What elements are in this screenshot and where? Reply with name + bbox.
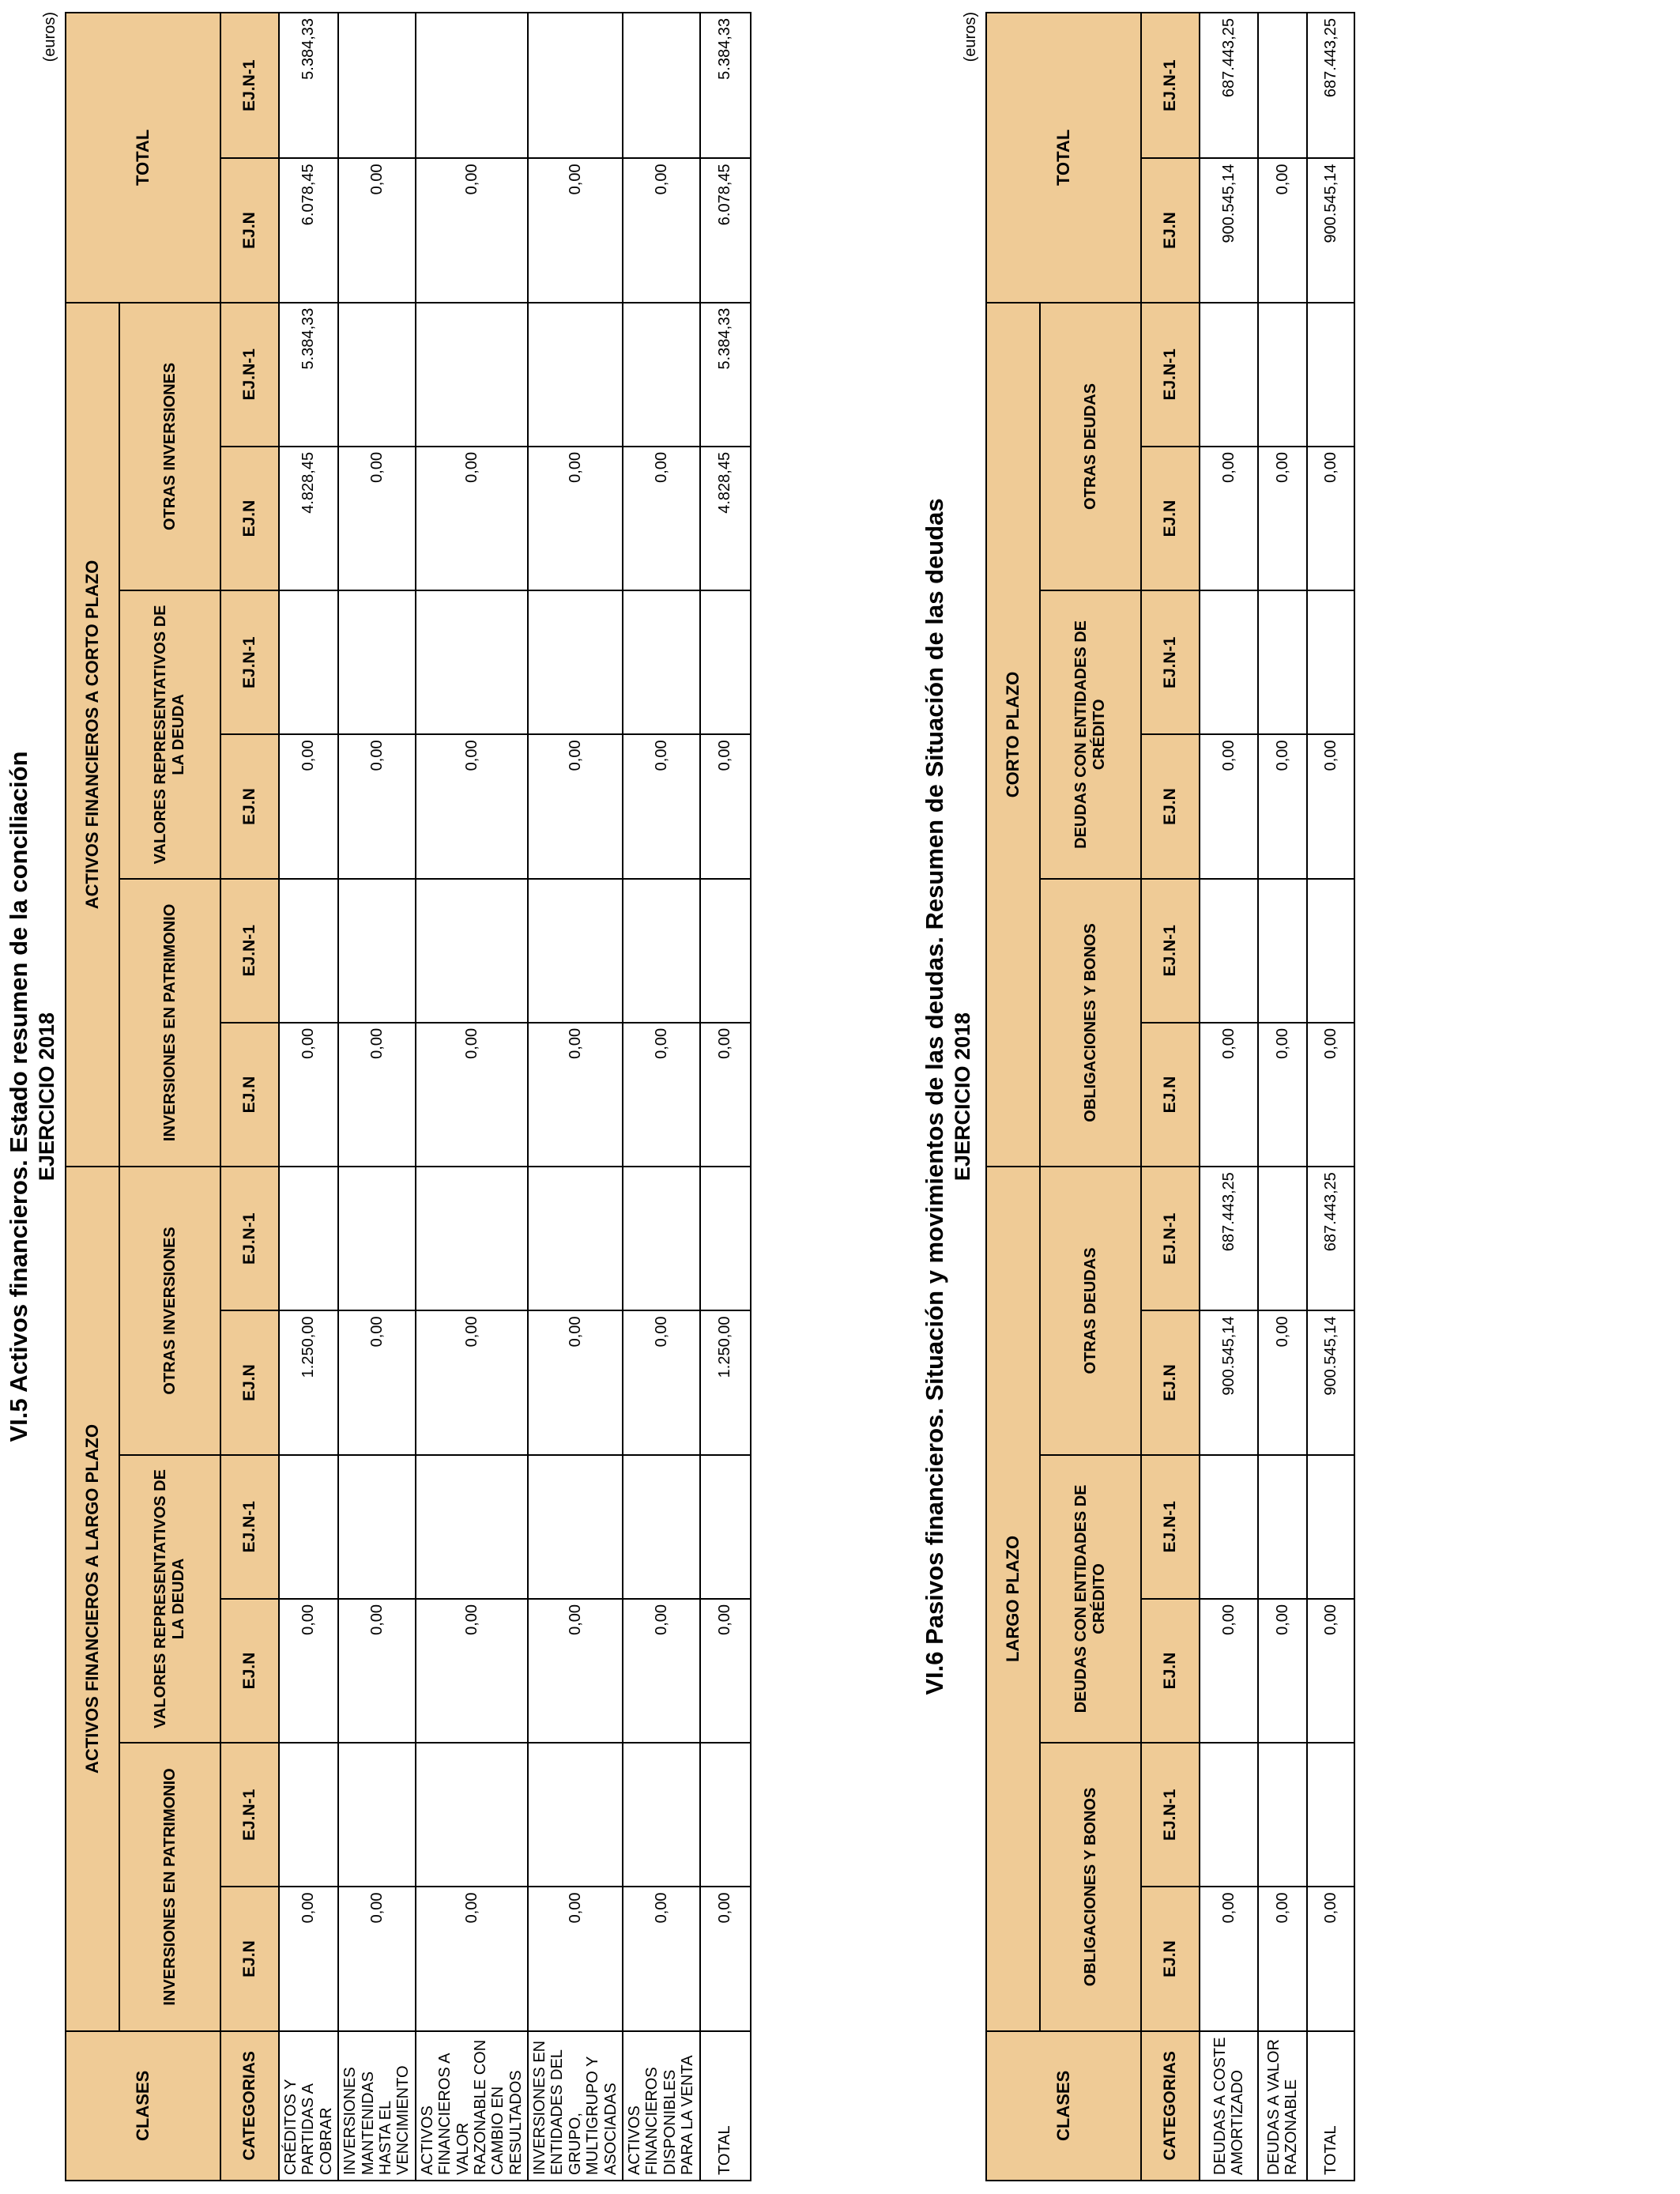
row-value: 687.443,25 xyxy=(1200,1167,1258,1310)
pasivos-header-ejn1: EJ.N-1 xyxy=(1141,1743,1200,1887)
row-category: INVERSIONES MANTENIDAS HASTA EL VENCIMIENTO xyxy=(338,2031,416,2181)
activos-header-lp-otras: OTRAS INVERSIONES xyxy=(119,1167,220,1455)
row-value: 0,00 xyxy=(623,1599,700,1743)
row-value: 0,00 xyxy=(1200,1023,1258,1167)
row-value xyxy=(1307,303,1354,447)
row-value xyxy=(1307,879,1354,1023)
row-value: 0,00 xyxy=(416,1310,528,1454)
row-value xyxy=(1258,590,1307,734)
row-value xyxy=(528,1167,623,1310)
pasivos-subtitle: EJERCICIO 2018 xyxy=(951,1012,974,1182)
pasivos-table xyxy=(985,12,1355,2181)
row-value: 0,00 xyxy=(279,1887,338,2030)
row-value xyxy=(416,1455,528,1599)
row-value: 0,00 xyxy=(1307,1887,1354,2030)
table-row xyxy=(1258,13,1307,2181)
row-value: 687.443,25 xyxy=(1307,13,1354,158)
row-value xyxy=(338,1743,416,1887)
pasivos-header-ejn1: EJ.N-1 xyxy=(1141,1455,1200,1599)
row-value: 900.545,14 xyxy=(1307,1310,1354,1454)
table-row xyxy=(528,13,623,2181)
row-value xyxy=(528,303,623,447)
row-value xyxy=(1307,590,1354,734)
row-value xyxy=(528,13,623,158)
row-value: 0,00 xyxy=(1307,1023,1354,1167)
row-value xyxy=(416,590,528,734)
row-category: INVERSIONES EN ENTIDADES DEL GRUPO, MULTIGRUPO Y ASOCIADAS xyxy=(528,2031,623,2181)
row-category: TOTAL xyxy=(700,2031,751,2181)
activos-header-ejn1: EJ.N-1 xyxy=(220,1167,279,1310)
pasivos-header-ejn: EJ.N xyxy=(1141,1599,1200,1743)
table-row xyxy=(279,13,338,2181)
pasivos-header-cp-deudas-credito: DEUDAS CON ENTIDADES DE CRÉDITO xyxy=(1040,590,1141,879)
row-value: 5.384,33 xyxy=(700,303,751,447)
row-value: 0,00 xyxy=(623,1023,700,1167)
row-value xyxy=(700,1743,751,1887)
row-value xyxy=(700,1455,751,1599)
row-value: 0,00 xyxy=(1258,1599,1307,1743)
row-value xyxy=(416,13,528,158)
activos-financieros-section xyxy=(0,12,734,2181)
pasivos-header-clases: CLASES xyxy=(986,2031,1141,2181)
row-value: 0,00 xyxy=(338,447,416,590)
activos-header-ejn1: EJ.N-1 xyxy=(220,879,279,1023)
pasivos-header-ejn1: EJ.N-1 xyxy=(1141,879,1200,1023)
activos-header-ejn: EJ.N xyxy=(220,1310,279,1454)
pasivos-header-largo-plazo: LARGO PLAZO xyxy=(986,1167,1040,2031)
row-value xyxy=(338,1167,416,1310)
activos-header-cp-valores: VALORES REPRESENTATIVOS DE LA DEUDA xyxy=(119,590,220,879)
row-value xyxy=(1200,1455,1258,1599)
row-value: 0,00 xyxy=(1307,734,1354,878)
pasivos-header-ejn1: EJ.N-1 xyxy=(1141,1167,1200,1310)
row-value xyxy=(416,1167,528,1310)
pasivos-header-lp-deudas-credito: DEUDAS CON ENTIDADES DE CRÉDITO xyxy=(1040,1455,1141,1744)
row-value xyxy=(338,13,416,158)
row-category: CRÉDITOS Y PARTIDAS A COBRAR xyxy=(279,2031,338,2181)
row-value: 4.828,45 xyxy=(700,447,751,590)
row-value: 0,00 xyxy=(338,1310,416,1454)
row-value: 0,00 xyxy=(338,734,416,878)
row-value: 0,00 xyxy=(338,1023,416,1167)
row-value xyxy=(1258,1455,1307,1599)
activos-table-body xyxy=(279,13,751,2181)
row-value: 0,00 xyxy=(1307,1599,1354,1743)
row-category: ACTIVOS FINANCIEROS A VALOR RAZONABLE CON CAMBIO EN RESULTADOS xyxy=(416,2031,528,2181)
row-value xyxy=(1258,13,1307,158)
activos-header-lp-patrimonio: INVERSIONES EN PATRIMONIO xyxy=(119,1743,220,2031)
row-value: 0,00 xyxy=(1258,1310,1307,1454)
row-value xyxy=(623,1743,700,1887)
row-value: 687.443,25 xyxy=(1307,1167,1354,1310)
row-value: 0,00 xyxy=(700,1887,751,2030)
row-value: 5.384,33 xyxy=(279,13,338,158)
pasivos-header-total: TOTAL xyxy=(986,13,1141,303)
pasivos-header-ejn: EJ.N xyxy=(1141,447,1200,590)
pasivos-financieros-section xyxy=(921,12,1680,2181)
row-value xyxy=(528,1455,623,1599)
row-value: 0,00 xyxy=(623,1887,700,2030)
row-value xyxy=(338,590,416,734)
row-value xyxy=(1200,879,1258,1023)
pasivos-header-ejn: EJ.N xyxy=(1141,1887,1200,2030)
row-value xyxy=(623,1455,700,1599)
row-value: 0,00 xyxy=(528,1599,623,1743)
row-value xyxy=(1258,1167,1307,1310)
activos-units: (euros) xyxy=(41,12,58,62)
activos-header-lp-valores: VALORES REPRESENTATIVOS DE LA DEUDA xyxy=(119,1455,220,1744)
row-value: 0,00 xyxy=(1200,1887,1258,2030)
row-value: 4.828,45 xyxy=(279,447,338,590)
row-value: 0,00 xyxy=(416,1023,528,1167)
activos-table xyxy=(65,12,751,2181)
activos-header-clases: CLASES xyxy=(66,2031,220,2181)
row-value xyxy=(416,303,528,447)
activos-header-ejn: EJ.N xyxy=(220,158,279,302)
pasivos-title: VI.6 Pasivos financieros. Situación y movimientos de las deudas. Resumen de Situación de las deudas xyxy=(921,498,948,1695)
row-value: 5.384,33 xyxy=(279,303,338,447)
activos-header-ejn1: EJ.N-1 xyxy=(220,1743,279,1887)
row-value: 0,00 xyxy=(1200,447,1258,590)
row-value xyxy=(1258,1743,1307,1887)
row-value: 0,00 xyxy=(1258,1023,1307,1167)
pasivos-units: (euros) xyxy=(962,12,979,62)
row-value: 0,00 xyxy=(416,734,528,878)
pasivos-header-ejn: EJ.N xyxy=(1141,734,1200,878)
row-category: DEUDAS A VALOR RAZONABLE xyxy=(1258,2031,1307,2181)
row-value xyxy=(623,303,700,447)
row-value: 0,00 xyxy=(416,447,528,590)
row-value xyxy=(528,590,623,734)
row-category: DEUDAS A COSTE AMORTIZADO xyxy=(1200,2031,1258,2181)
row-value xyxy=(279,1167,338,1310)
row-value: 0,00 xyxy=(528,1310,623,1454)
pasivos-header-lp-obligaciones: OBLIGACIONES Y BONOS xyxy=(1040,1743,1141,2031)
pasivos-header-ejn: EJ.N xyxy=(1141,1023,1200,1167)
row-value xyxy=(416,879,528,1023)
row-value: 1.250,00 xyxy=(700,1310,751,1454)
row-value xyxy=(338,1455,416,1599)
table-row xyxy=(1307,13,1354,2181)
row-value xyxy=(279,1743,338,1887)
row-value xyxy=(1200,590,1258,734)
row-value xyxy=(700,1167,751,1310)
pasivos-header-ejn: EJ.N xyxy=(1141,1310,1200,1454)
row-value xyxy=(279,879,338,1023)
activos-header-total: TOTAL xyxy=(66,13,220,303)
row-value xyxy=(1307,1455,1354,1599)
row-value: 900.545,14 xyxy=(1200,1310,1258,1454)
row-value xyxy=(1258,879,1307,1023)
activos-header-ejn: EJ.N xyxy=(220,1023,279,1167)
pasivos-header-categorias: CATEGORIAS xyxy=(1141,2031,1200,2181)
row-value xyxy=(279,1455,338,1599)
row-value: 0,00 xyxy=(528,158,623,302)
row-value: 0,00 xyxy=(279,1599,338,1743)
row-value: 0,00 xyxy=(528,734,623,878)
row-value: 0,00 xyxy=(338,158,416,302)
row-value: 0,00 xyxy=(416,1599,528,1743)
row-value: 0,00 xyxy=(1258,734,1307,878)
row-value: 6.078,45 xyxy=(700,158,751,302)
pasivos-header-ejn1: EJ.N-1 xyxy=(1141,303,1200,447)
row-value xyxy=(623,879,700,1023)
row-value xyxy=(700,590,751,734)
activos-header-ejn: EJ.N xyxy=(220,734,279,878)
row-value: 0,00 xyxy=(279,734,338,878)
activos-header-ejn1: EJ.N-1 xyxy=(220,303,279,447)
pasivos-header-ejn1: EJ.N-1 xyxy=(1141,590,1200,734)
row-value xyxy=(623,1167,700,1310)
table-row xyxy=(1200,13,1258,2181)
row-value: 0,00 xyxy=(338,1887,416,2030)
activos-header-corto-plazo: ACTIVOS FINANCIEROS A CORTO PLAZO xyxy=(66,303,119,1167)
row-value xyxy=(1200,303,1258,447)
activos-subtitle: EJERCICIO 2018 xyxy=(35,1012,58,1182)
row-value: 687.443,25 xyxy=(1200,13,1258,158)
row-value: 0,00 xyxy=(623,734,700,878)
row-value xyxy=(279,590,338,734)
row-category: TOTAL xyxy=(1307,2031,1354,2181)
activos-header-ejn: EJ.N xyxy=(220,447,279,590)
row-value: 5.384,33 xyxy=(700,13,751,158)
row-value: 0,00 xyxy=(338,1599,416,1743)
row-value: 0,00 xyxy=(700,1023,751,1167)
row-value xyxy=(623,590,700,734)
row-value: 0,00 xyxy=(1258,158,1307,302)
row-value xyxy=(528,879,623,1023)
row-value: 0,00 xyxy=(1200,1599,1258,1743)
pasivos-header-ejn: EJ.N xyxy=(1141,158,1200,302)
row-value: 0,00 xyxy=(700,1599,751,1743)
row-value: 900.545,14 xyxy=(1200,158,1258,302)
row-value xyxy=(1307,1743,1354,1887)
row-value xyxy=(1200,1743,1258,1887)
row-value: 0,00 xyxy=(623,447,700,590)
table-row xyxy=(416,13,528,2181)
activos-header-cp-patrimonio: INVERSIONES EN PATRIMONIO xyxy=(119,879,220,1167)
activos-header-categorias: CATEGORIAS xyxy=(220,2031,279,2181)
pasivos-header-cp-otras: OTRAS DEUDAS xyxy=(1040,303,1141,591)
activos-header-ejn1: EJ.N-1 xyxy=(220,1455,279,1599)
activos-header-ejn: EJ.N xyxy=(220,1887,279,2030)
activos-header-cp-otras: OTRAS INVERSIONES xyxy=(119,303,220,591)
activos-header-ejn: EJ.N xyxy=(220,1599,279,1743)
row-value: 0,00 xyxy=(1258,447,1307,590)
row-value: 0,00 xyxy=(623,1310,700,1454)
row-value: 0,00 xyxy=(416,1887,528,2030)
row-value xyxy=(623,13,700,158)
pasivos-header-ejn1: EJ.N-1 xyxy=(1141,13,1200,158)
table-row xyxy=(700,13,751,2181)
activos-header-ejn1: EJ.N-1 xyxy=(220,13,279,158)
row-value: 1.250,00 xyxy=(279,1310,338,1454)
table-row xyxy=(338,13,416,2181)
row-value xyxy=(338,879,416,1023)
row-value: 0,00 xyxy=(528,1887,623,2030)
table-row xyxy=(623,13,700,2181)
pasivos-header-cp-obligaciones: OBLIGACIONES Y BONOS xyxy=(1040,879,1141,1167)
row-value: 0,00 xyxy=(1200,734,1258,878)
row-value: 6.078,45 xyxy=(279,158,338,302)
row-value: 0,00 xyxy=(416,158,528,302)
row-value xyxy=(700,879,751,1023)
pasivos-header-lp-otras: OTRAS DEUDAS xyxy=(1040,1167,1141,1455)
row-value xyxy=(338,303,416,447)
row-value xyxy=(528,1743,623,1887)
activos-header-ejn1: EJ.N-1 xyxy=(220,590,279,734)
row-category: ACTIVOS FINANCIEROS DISPONIBLES PARA LA VENTA xyxy=(623,2031,700,2181)
pasivos-header-corto-plazo: CORTO PLAZO xyxy=(986,303,1040,1167)
row-value xyxy=(1258,303,1307,447)
activos-title: VI.5 Activos financieros. Estado resumen de la conciliación xyxy=(5,751,32,1442)
row-value: 0,00 xyxy=(528,1023,623,1167)
activos-header-largo-plazo: ACTIVOS FINANCIEROS A LARGO PLAZO xyxy=(66,1167,119,2031)
row-value xyxy=(416,1743,528,1887)
row-value: 0,00 xyxy=(623,158,700,302)
row-value: 0,00 xyxy=(279,1023,338,1167)
pasivos-table-body xyxy=(1200,13,1354,2181)
row-value: 0,00 xyxy=(528,447,623,590)
row-value: 0,00 xyxy=(700,734,751,878)
row-value: 0,00 xyxy=(1307,447,1354,590)
row-value: 0,00 xyxy=(1258,1887,1307,2030)
row-value: 900.545,14 xyxy=(1307,158,1354,302)
